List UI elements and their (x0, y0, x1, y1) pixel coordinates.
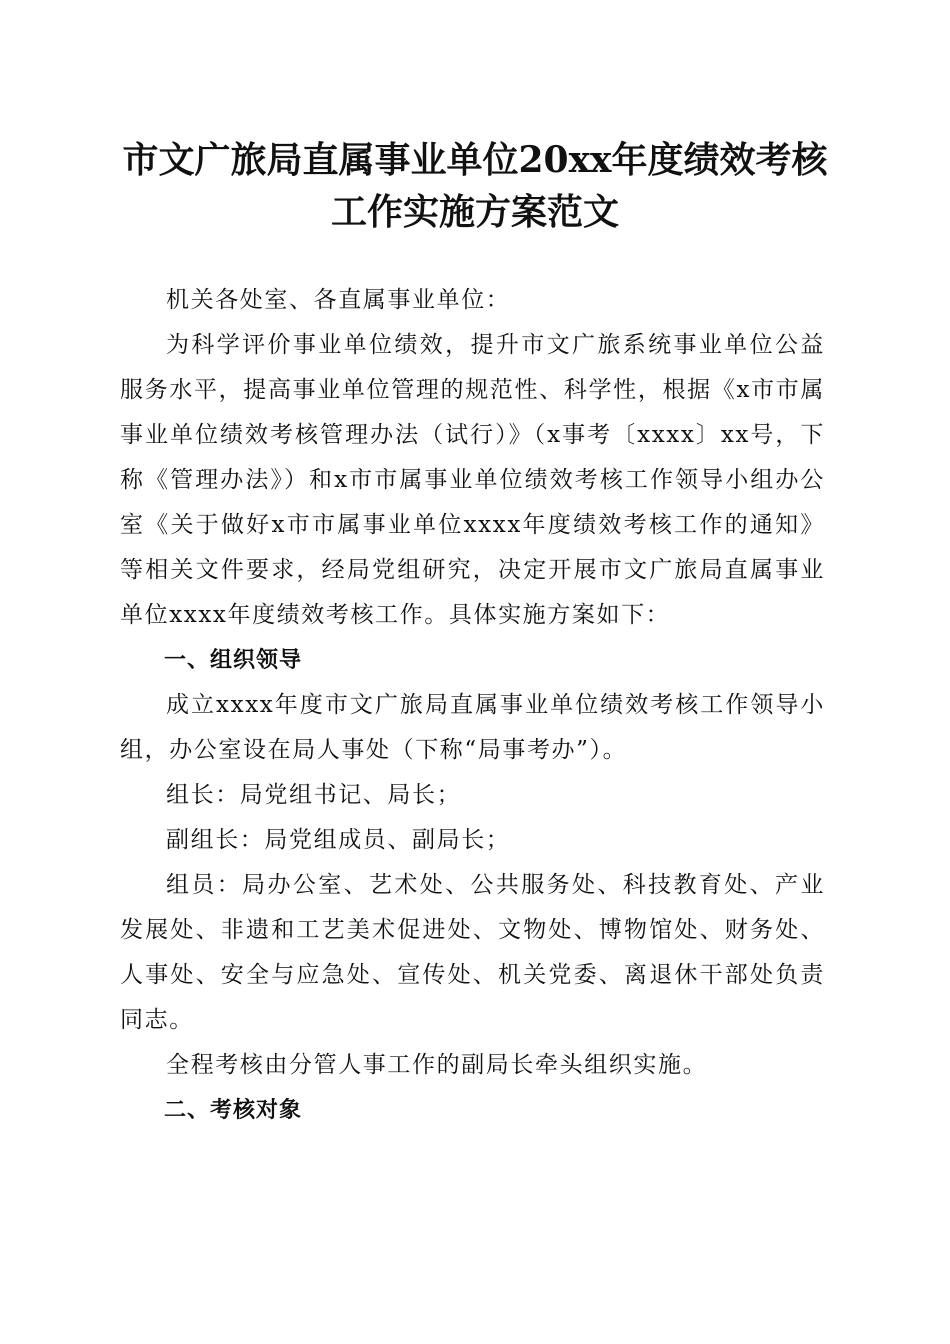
document-body (120, 278, 825, 1133)
group-leader-line: 组长：局党组书记、局长； (166, 782, 462, 808)
section-heading-organization: 一、组织领导 (164, 648, 303, 673)
title-line-1: 市文广旅局直属事业单位20xx年度绩效考核 (122, 139, 828, 181)
intro-paragraph: 为科学评价事业单位绩效，提升市文广旅系统事业单位公益服务水平，提高事业单位管理的规范性、科学性，根据《x市市属事业单位绩效考核管理办法（试行）》（x事考〔xxxx〕xx号，下称《管理办法》）和x市市属事业单位绩效考核工作领导小组办公室《关于做好x市市属事业单位xxxx年度绩效考核工作的通知》等相关文件要求，经局党组研究，决定开展市文广旅局直属事业单位xxxx年度绩效考核工作。具体实施方案如下： (120, 332, 825, 628)
leadership-note: 全程考核由分管人事工作的副局长牵头组织实施。 (166, 1052, 708, 1078)
members-paragraph: 组员：局办公室、艺术处、公共服务处、科技教育处、产业发展处、非遗和工艺美术促进处、文物处、博物馆处、财务处、人事处、安全与应急处、宣传处、机关党委、离退休干部处负责同志。 (120, 872, 825, 1033)
salutation: 机关各处室、各直属事业单位： (166, 287, 511, 313)
section-heading-assessment-targets: 二、考核对象 (164, 1098, 303, 1123)
document-title (120, 134, 830, 238)
deputy-leader-line: 副组长：局党组成员、副局长； (166, 827, 511, 853)
leadership-group-paragraph: 成立xxxx年度市文广旅局直属事业单位绩效考核工作领导小组，办公室设在局人事处（下称“局事考办”）。 (120, 692, 825, 763)
title-line-2: 工作实施方案范文 (330, 191, 619, 233)
